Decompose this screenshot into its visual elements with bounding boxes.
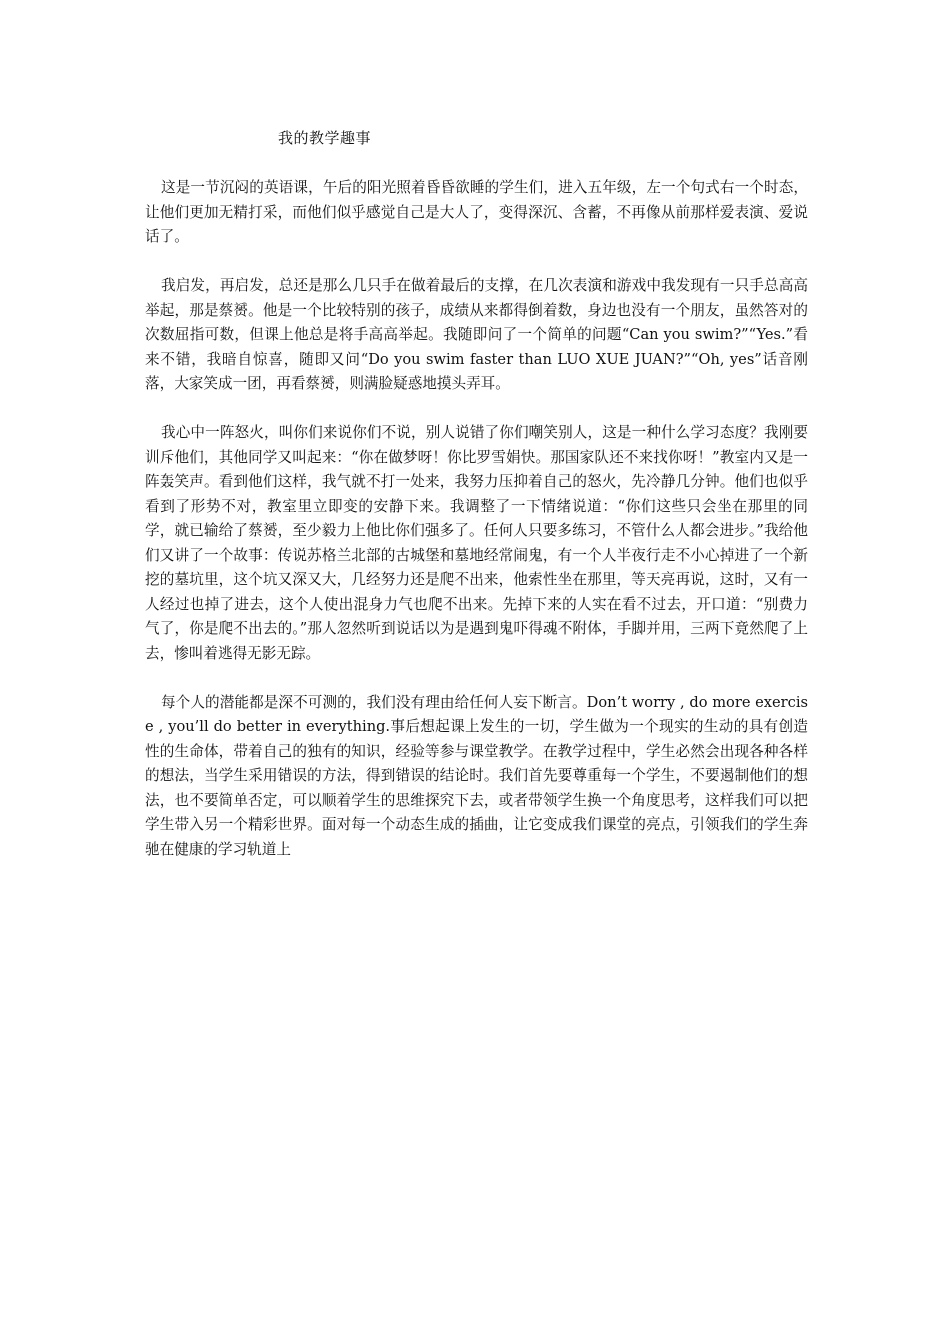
- paragraph-1: 这是一节沉闷的英语课，午后的阳光照着昏昏欲睡的学生们，进入五年级，左一个句式右一个时态，让他们更加无精打采，而他们似乎感觉自己是大人了，变得深沉、含蓄，不再像从前那样爱表演、爱说话了。: [145, 179, 808, 245]
- paragraph-4: 每个人的潜能都是深不可测的，我们没有理由给任何人妄下断言。Don’t worry , do more exercise , you’ll do better in everything.事后想起课上发生的一切，学生做为一个现实的生动的具有创造性的生命体，带着自己的独有的知识，经验等参与课堂教学。在教学过程中，学生必然会出现各种各样的想法，当学生采用错误的方法，得到错误的结论时。我们首先要尊重每一个学生，不要遏制他们的想法，也不要简单否定，可以顺着学生的思维探究下去，或者带领学生换一个角度思考，这样我们可以把学生带入另一个精彩世界。面对每一个动态生成的插曲，让它变成我们课堂的亮点，引领我们的学生奔驰在健康的学习轨道上: [145, 693, 808, 858]
- document-body: [145, 176, 808, 862]
- document-title: 我的教学趣事: [278, 129, 372, 147]
- paragraph-2: 我启发，再启发，总还是那么几只手在做着最后的支撑，在几次表演和游戏中我发现有一只手总高高举起，那是蔡赟。他是一个比较特别的孩子，成绩从来都得倒着数，身边也没有一个朋友，虽然答对的次数屈指可数，但课上他总是将手高高举起。我随即问了一个简单的问题“Can you swim?”“Yes.”看来不错，我暗自惊喜，随即又问“Do you swim faster than LUO XUE JUAN?”“Oh, yes”话音刚落，大家笑成一团，再看蔡赟，则满脸疑惑地摸头弄耳。: [145, 277, 808, 392]
- paragraph-3: 我心中一阵怒火，叫你们来说你们不说，别人说错了你们嘲笑别人，这是一种什么学习态度？我刚要训斥他们，其他同学又叫起来：“你在做梦呀！你比罗雪娟快。那国家队还不来找你呀！”教室内又是一阵轰笑声。看到他们这样，我气就不打一处来，我努力压抑着自己的怒火，先冷静几分钟。他们也似乎看到了形势不对，教室里立即变的安静下来。我调整了一下情绪说道：“你们这些只会坐在那里的同学，就已输给了蔡赟，至少毅力上他比你们强多了。任何人只要多练习，不管什么人都会进步。”我给他们又讲了一个故事：传说苏格兰北部的古城堡和墓地经常闹鬼，有一个人半夜行走不小心掉进了一个新挖的墓坑里，这个坑又深又大，几经努力还是爬不出来，他索性坐在那里，等天亮再说，这时，又有一人经过也掉了进去，这个人使出混身力气也爬不出来。先掉下来的人实在看不过去，开口道：“别费力气了，你是爬不出去的。”那人忽然听到说话以为是遇到鬼吓得魂不附体，手脚并用，三两下竟然爬了上去，惨叫着逃得无影无踪。: [145, 424, 808, 662]
